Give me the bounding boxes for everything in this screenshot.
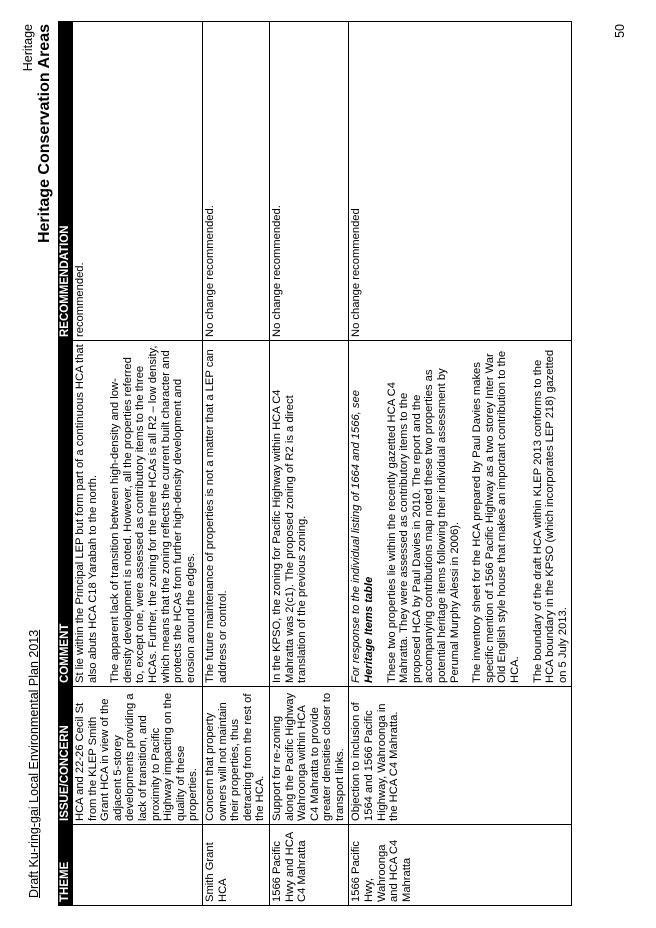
comment-paragraph: The apparent lack of transition between high-density and low-density development is noted. However, all the properties referred to, except one, were assessed as contributory items to the three HCAs. Further, the zoning for the three HCAs is all R2 – low density, which means that the zoning reflects the current built character and protects the HCAs from further high-density development and erosion around the edges. [109,345,197,683]
cross-reference-text: For response to the individual listing of 1664 and 1566, see [350,390,363,683]
recommendation-cell: recommended. [73,22,203,341]
comment-paragraph: In the KPSO, the zoning for Pacific Highway within HCA C4 Mahratta was 2(c1). The proposed zoning of R2 is a direct translation of the previous zoning. [270,389,309,683]
theme-cell: Smith Grant HCA [202,825,269,906]
table-header-row [59,22,73,906]
recommendation-cell: No change recommended [349,22,572,341]
table-row [202,22,269,906]
comment-cell [73,341,203,687]
theme-cell: 1566 Pacific Hwy, Wahroonga and HCA C4 Mahratta [349,825,572,906]
comment-paragraph: The inventory sheet for the HCA prepared by Paul Davies makes specific mention of 1566 Pacific Highway as a two storey Inter War Old English style house that makes an important contribution to the HCA. [471,350,521,683]
document-title: Draft Ku-ring-gai Local Environmental Plan 2013 [27,629,41,898]
cross-reference-link-text: Heritage Items table [363,576,376,683]
section-name: Heritage [21,24,35,72]
page-header [21,24,54,243]
comment-cell [349,341,572,687]
issue-cell: Support for re-zoning along the Pacific Highway Wahroonga within HCA C4 Mahratta to provide greater densities closer to transport links. [269,687,349,825]
comment-cell [202,341,269,687]
column-header-comment: COMMENT [59,341,73,687]
issue-cell: Concern that property owners will not maintain their properties, thus detracting from the rest of the HCA. [202,687,269,825]
recommendation-cell: No change recommended. [202,22,269,341]
column-header-recommendation: RECOMMENDATION [59,22,73,341]
column-header-issue: ISSUE/CONCERN [59,687,73,825]
comment-cell [269,341,349,687]
issue-cell: HCA and 22-26 Cecil St from the KLEP Smith Grant HCA in view of the adjacent 5-storey developments providing a lack of transition, and proximity to Pacific Highway impacting on the quality of these properties. [73,687,203,825]
comment-paragraph: The boundary of the draft HCA within KLEP 2013 conforms to the HCA boundary in the KPSO (which incorporates LEP 218) gazetted on 5 July 2013. [531,349,569,683]
column-header-theme: THEME [59,825,73,906]
submissions-table [58,21,572,906]
table-row [73,22,203,906]
page-number: 50 [613,24,627,38]
issue-cell: Objection to inclusion of 1564 and 1566 Pacific Highway, Wahroonga in the HCA C4 Mahratta. [349,687,572,825]
comment-cross-reference [350,344,375,683]
theme-cell [73,825,203,906]
table-row [269,22,349,906]
comment-paragraph: St lie within the Principal LEP but form part of a continuous HCA that also abuts HCA C18 Yarabah to the north. [74,344,99,683]
comment-paragraph: These two properties lie within the recently gazetted HCA C4 Mahratta. They were assessed as contributory items to the proposed HCA by Paul Davies in 2010. The report and the accompanying contributions map noted these two properties as potential heritage items following their individual assessment by Perumal Murphy Alessi in 2006). [385,368,461,683]
table-row [349,22,572,906]
section-heading: Heritage Conservation Areas [36,24,53,244]
theme-cell: 1566 Pacific Hwy and HCA C4 Mahratta [269,825,349,906]
recommendation-cell: No change recommended. [269,22,349,341]
comment-paragraph: The future maintenance of properties is not a matter that a LEP can address or control. [203,349,229,683]
